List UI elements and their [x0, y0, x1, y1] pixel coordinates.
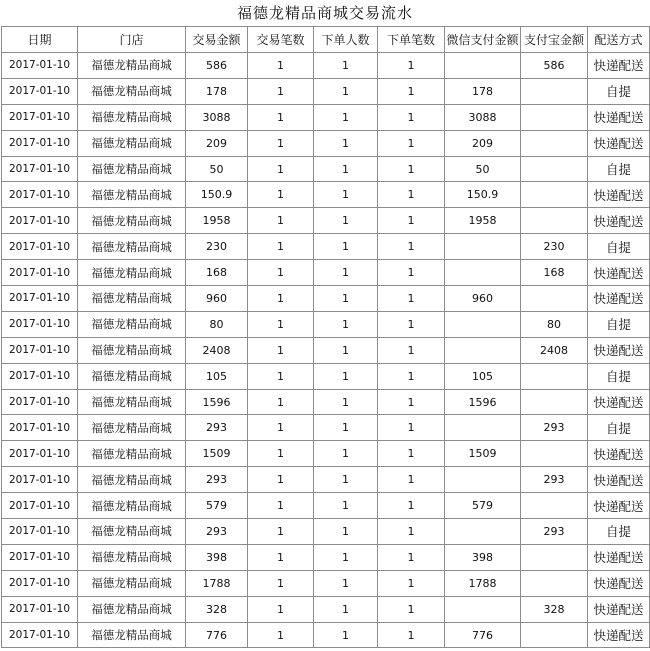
amount-cell[interactable]: 230 — [186, 234, 248, 260]
date-cell[interactable]: 2017-01-10 — [2, 622, 78, 648]
store-cell[interactable]: 福德龙精品商城 — [78, 104, 186, 130]
alipay-amount-cell[interactable] — [521, 493, 588, 519]
amount-cell[interactable]: 209 — [186, 130, 248, 156]
delivery-cell[interactable]: 自提 — [588, 234, 650, 260]
header-transactions[interactable]: 交易笔数 — [248, 27, 314, 53]
orders-cell[interactable]: 1 — [378, 78, 445, 104]
amount-cell[interactable]: 168 — [186, 260, 248, 286]
table-body — [2, 53, 650, 648]
alipay-amount-cell[interactable]: 293 — [521, 519, 588, 545]
wechat-amount-cell[interactable]: 1509 — [445, 441, 521, 467]
amount-cell[interactable]: 3088 — [186, 104, 248, 130]
table-row — [2, 622, 650, 648]
date-cell[interactable]: 2017-01-10 — [2, 389, 78, 415]
transactions-cell[interactable]: 1 — [248, 311, 314, 337]
wechat-amount-cell[interactable] — [445, 311, 521, 337]
transactions-cell[interactable]: 1 — [248, 467, 314, 493]
alipay-amount-cell[interactable]: 80 — [521, 311, 588, 337]
transactions-cell[interactable]: 1 — [248, 596, 314, 622]
sheet-title: 福德龙精品商城交易流水 — [236, 4, 413, 22]
date-cell[interactable]: 2017-01-10 — [2, 311, 78, 337]
date-cell[interactable]: 2017-01-10 — [2, 570, 78, 596]
wechat-amount-cell[interactable] — [445, 260, 521, 286]
header-orders[interactable]: 下单笔数 — [378, 27, 445, 53]
delivery-cell[interactable]: 快递配送 — [588, 104, 650, 130]
date-cell[interactable]: 2017-01-10 — [2, 104, 78, 130]
orders-cell[interactable]: 1 — [378, 234, 445, 260]
transactions-cell[interactable]: 1 — [248, 53, 314, 79]
wechat-amount-cell[interactable]: 398 — [445, 544, 521, 570]
amount-cell[interactable]: 776 — [186, 622, 248, 648]
store-cell[interactable]: 福德龙精品商城 — [78, 260, 186, 286]
table-row — [2, 182, 650, 208]
table-row — [2, 156, 650, 182]
table-row — [2, 570, 650, 596]
orders-cell[interactable]: 1 — [378, 493, 445, 519]
store-cell[interactable]: 福德龙精品商城 — [78, 467, 186, 493]
table-row — [2, 415, 650, 441]
alipay-amount-cell[interactable] — [521, 441, 588, 467]
orders-cell[interactable]: 1 — [378, 596, 445, 622]
wechat-amount-cell[interactable]: 579 — [445, 493, 521, 519]
store-cell[interactable]: 福德龙精品商城 — [78, 622, 186, 648]
header-row — [2, 27, 650, 53]
alipay-amount-cell[interactable]: 230 — [521, 234, 588, 260]
orders-cell[interactable]: 1 — [378, 363, 445, 389]
wechat-amount-cell[interactable]: 50 — [445, 156, 521, 182]
wechat-amount-cell[interactable]: 105 — [445, 363, 521, 389]
amount-cell[interactable]: 1509 — [186, 441, 248, 467]
orders-cell[interactable]: 1 — [378, 544, 445, 570]
alipay-amount-cell[interactable]: 328 — [521, 596, 588, 622]
date-cell[interactable]: 2017-01-10 — [2, 415, 78, 441]
delivery-cell[interactable]: 自提 — [588, 78, 650, 104]
store-cell[interactable]: 福德龙精品商城 — [78, 596, 186, 622]
customers-cell[interactable]: 1 — [314, 286, 378, 312]
store-cell[interactable]: 福德龙精品商城 — [78, 519, 186, 545]
alipay-amount-cell[interactable] — [521, 208, 588, 234]
customers-cell[interactable]: 1 — [314, 337, 378, 363]
amount-cell[interactable]: 2408 — [186, 337, 248, 363]
transactions-cell[interactable]: 1 — [248, 260, 314, 286]
alipay-amount-cell[interactable] — [521, 130, 588, 156]
transactions-cell[interactable]: 1 — [248, 182, 314, 208]
date-cell[interactable]: 2017-01-10 — [2, 441, 78, 467]
customers-cell[interactable]: 1 — [314, 519, 378, 545]
transactions-cell[interactable]: 1 — [248, 622, 314, 648]
table-row — [2, 441, 650, 467]
alipay-amount-cell[interactable] — [521, 286, 588, 312]
wechat-amount-cell[interactable]: 209 — [445, 130, 521, 156]
amount-cell[interactable]: 960 — [186, 286, 248, 312]
orders-cell[interactable]: 1 — [378, 622, 445, 648]
date-cell[interactable]: 2017-01-10 — [2, 182, 78, 208]
customers-cell[interactable]: 1 — [314, 208, 378, 234]
customers-cell[interactable]: 1 — [314, 53, 378, 79]
alipay-amount-cell[interactable] — [521, 156, 588, 182]
store-cell[interactable]: 福德龙精品商城 — [78, 363, 186, 389]
table-row — [2, 234, 650, 260]
header-store[interactable]: 门店 — [78, 27, 186, 53]
amount-cell[interactable]: 50 — [186, 156, 248, 182]
date-cell[interactable]: 2017-01-10 — [2, 467, 78, 493]
orders-cell[interactable]: 1 — [378, 570, 445, 596]
customers-cell[interactable]: 1 — [314, 570, 378, 596]
alipay-amount-cell[interactable] — [521, 570, 588, 596]
transactions-cell[interactable]: 1 — [248, 208, 314, 234]
date-cell[interactable]: 2017-01-10 — [2, 260, 78, 286]
orders-cell[interactable]: 1 — [378, 441, 445, 467]
header-wechat-amount[interactable]: 微信支付金额 — [445, 27, 521, 53]
alipay-amount-cell[interactable]: 168 — [521, 260, 588, 286]
transactions-cell[interactable]: 1 — [248, 570, 314, 596]
orders-cell[interactable]: 1 — [378, 156, 445, 182]
amount-cell[interactable]: 328 — [186, 596, 248, 622]
customers-cell[interactable]: 1 — [314, 389, 378, 415]
table-row — [2, 260, 650, 286]
date-cell[interactable]: 2017-01-10 — [2, 234, 78, 260]
table-row — [2, 286, 650, 312]
amount-cell[interactable]: 150.9 — [186, 182, 248, 208]
amount-cell[interactable]: 105 — [186, 363, 248, 389]
delivery-cell[interactable]: 快递配送 — [588, 389, 650, 415]
spreadsheet — [1, 0, 649, 648]
amount-cell[interactable]: 1958 — [186, 208, 248, 234]
delivery-cell[interactable]: 自提 — [588, 363, 650, 389]
delivery-cell[interactable]: 快递配送 — [588, 441, 650, 467]
orders-cell[interactable]: 1 — [378, 208, 445, 234]
customers-cell[interactable]: 1 — [314, 78, 378, 104]
store-cell[interactable]: 福德龙精品商城 — [78, 337, 186, 363]
orders-cell[interactable]: 1 — [378, 389, 445, 415]
wechat-amount-cell[interactable]: 1958 — [445, 208, 521, 234]
customers-cell[interactable]: 1 — [314, 363, 378, 389]
alipay-amount-cell[interactable] — [521, 389, 588, 415]
amount-cell[interactable]: 80 — [186, 311, 248, 337]
date-cell[interactable]: 2017-01-10 — [2, 156, 78, 182]
date-cell[interactable]: 2017-01-10 — [2, 130, 78, 156]
table-row — [2, 467, 650, 493]
date-cell[interactable]: 2017-01-10 — [2, 208, 78, 234]
table-row — [2, 208, 650, 234]
alipay-amount-cell[interactable] — [521, 78, 588, 104]
transactions-cell[interactable]: 1 — [248, 363, 314, 389]
delivery-cell[interactable]: 自提 — [588, 415, 650, 441]
transactions-cell[interactable]: 1 — [248, 130, 314, 156]
alipay-amount-cell[interactable] — [521, 182, 588, 208]
orders-cell[interactable]: 1 — [378, 286, 445, 312]
delivery-cell[interactable]: 快递配送 — [588, 260, 650, 286]
wechat-amount-cell[interactable] — [445, 519, 521, 545]
transactions-cell[interactable]: 1 — [248, 544, 314, 570]
table-row — [2, 53, 650, 79]
delivery-cell[interactable]: 快递配送 — [588, 493, 650, 519]
customers-cell[interactable]: 1 — [314, 622, 378, 648]
customers-cell[interactable]: 1 — [314, 415, 378, 441]
transactions-cell[interactable]: 1 — [248, 415, 314, 441]
orders-cell[interactable]: 1 — [378, 519, 445, 545]
store-cell[interactable]: 福德龙精品商城 — [78, 234, 186, 260]
alipay-amount-cell[interactable]: 586 — [521, 53, 588, 79]
delivery-cell[interactable]: 快递配送 — [588, 622, 650, 648]
customers-cell[interactable]: 1 — [314, 441, 378, 467]
header-alipay-amount[interactable]: 支付宝金额 — [521, 27, 588, 53]
transactions-cell[interactable]: 1 — [248, 234, 314, 260]
amount-cell[interactable]: 586 — [186, 53, 248, 79]
header-customers[interactable]: 下单人数 — [314, 27, 378, 53]
alipay-amount-cell[interactable]: 293 — [521, 467, 588, 493]
delivery-cell[interactable]: 快递配送 — [588, 130, 650, 156]
customers-cell[interactable]: 1 — [314, 130, 378, 156]
table-row — [2, 311, 650, 337]
orders-cell[interactable]: 1 — [378, 415, 445, 441]
alipay-amount-cell[interactable] — [521, 363, 588, 389]
alipay-amount-cell[interactable] — [521, 104, 588, 130]
date-cell[interactable]: 2017-01-10 — [2, 78, 78, 104]
table-row — [2, 337, 650, 363]
wechat-amount-cell[interactable]: 3088 — [445, 104, 521, 130]
customers-cell[interactable]: 1 — [314, 104, 378, 130]
delivery-cell[interactable]: 自提 — [588, 519, 650, 545]
customers-cell[interactable]: 1 — [314, 156, 378, 182]
store-cell[interactable]: 福德龙精品商城 — [78, 311, 186, 337]
table-row — [2, 389, 650, 415]
delivery-cell[interactable]: 快递配送 — [588, 570, 650, 596]
wechat-amount-cell[interactable] — [445, 234, 521, 260]
wechat-amount-cell[interactable] — [445, 467, 521, 493]
amount-cell[interactable]: 398 — [186, 544, 248, 570]
table-row — [2, 104, 650, 130]
date-cell[interactable]: 2017-01-10 — [2, 493, 78, 519]
table-row — [2, 493, 650, 519]
store-cell[interactable]: 福德龙精品商城 — [78, 208, 186, 234]
table-row — [2, 544, 650, 570]
store-cell[interactable]: 福德龙精品商城 — [78, 130, 186, 156]
customers-cell[interactable]: 1 — [314, 596, 378, 622]
amount-cell[interactable]: 293 — [186, 415, 248, 441]
delivery-cell[interactable]: 快递配送 — [588, 53, 650, 79]
table-row — [2, 363, 650, 389]
transactions-cell[interactable]: 1 — [248, 104, 314, 130]
orders-cell[interactable]: 1 — [378, 467, 445, 493]
transaction-table — [1, 26, 650, 648]
customers-cell[interactable]: 1 — [314, 493, 378, 519]
transactions-cell[interactable]: 1 — [248, 441, 314, 467]
delivery-cell[interactable]: 快递配送 — [588, 337, 650, 363]
wechat-amount-cell[interactable] — [445, 415, 521, 441]
alipay-amount-cell[interactable]: 293 — [521, 415, 588, 441]
delivery-cell[interactable]: 自提 — [588, 311, 650, 337]
amount-cell[interactable]: 293 — [186, 519, 248, 545]
table-row — [2, 519, 650, 545]
alipay-amount-cell[interactable] — [521, 544, 588, 570]
store-cell[interactable]: 福德龙精品商城 — [78, 441, 186, 467]
wechat-amount-cell[interactable]: 776 — [445, 622, 521, 648]
customers-cell[interactable]: 1 — [314, 234, 378, 260]
date-cell[interactable]: 2017-01-10 — [2, 519, 78, 545]
store-cell[interactable]: 福德龙精品商城 — [78, 415, 186, 441]
date-cell[interactable]: 2017-01-10 — [2, 337, 78, 363]
header-amount[interactable]: 交易金额 — [186, 27, 248, 53]
amount-cell[interactable]: 1788 — [186, 570, 248, 596]
wechat-amount-cell[interactable]: 178 — [445, 78, 521, 104]
delivery-cell[interactable]: 快递配送 — [588, 596, 650, 622]
store-cell[interactable]: 福德龙精品商城 — [78, 544, 186, 570]
amount-cell[interactable]: 579 — [186, 493, 248, 519]
delivery-cell[interactable]: 快递配送 — [588, 182, 650, 208]
table-row — [2, 596, 650, 622]
delivery-cell[interactable]: 快递配送 — [588, 544, 650, 570]
wechat-amount-cell[interactable] — [445, 337, 521, 363]
delivery-cell[interactable]: 快递配送 — [588, 467, 650, 493]
delivery-cell[interactable]: 快递配送 — [588, 208, 650, 234]
store-cell[interactable]: 福德龙精品商城 — [78, 389, 186, 415]
table-row — [2, 78, 650, 104]
transactions-cell[interactable]: 1 — [248, 156, 314, 182]
wechat-amount-cell[interactable] — [445, 596, 521, 622]
wechat-amount-cell[interactable]: 150.9 — [445, 182, 521, 208]
orders-cell[interactable]: 1 — [378, 53, 445, 79]
orders-cell[interactable]: 1 — [378, 182, 445, 208]
date-cell[interactable]: 2017-01-10 — [2, 596, 78, 622]
amount-cell[interactable]: 293 — [186, 467, 248, 493]
amount-cell[interactable]: 1596 — [186, 389, 248, 415]
wechat-amount-cell[interactable]: 960 — [445, 286, 521, 312]
delivery-cell[interactable]: 快递配送 — [588, 286, 650, 312]
date-cell[interactable]: 2017-01-10 — [2, 286, 78, 312]
transactions-cell[interactable]: 1 — [248, 286, 314, 312]
orders-cell[interactable]: 1 — [378, 104, 445, 130]
customers-cell[interactable]: 1 — [314, 311, 378, 337]
alipay-amount-cell[interactable]: 2408 — [521, 337, 588, 363]
orders-cell[interactable]: 1 — [378, 337, 445, 363]
customers-cell[interactable]: 1 — [314, 260, 378, 286]
wechat-amount-cell[interactable]: 1596 — [445, 389, 521, 415]
table-row — [2, 130, 650, 156]
transactions-cell[interactable]: 1 — [248, 78, 314, 104]
orders-cell[interactable]: 1 — [378, 311, 445, 337]
customers-cell[interactable]: 1 — [314, 467, 378, 493]
header-delivery[interactable]: 配送方式 — [588, 27, 650, 53]
wechat-amount-cell[interactable] — [445, 53, 521, 79]
store-cell[interactable]: 福德龙精品商城 — [78, 53, 186, 79]
transactions-cell[interactable]: 1 — [248, 519, 314, 545]
delivery-cell[interactable]: 自提 — [588, 156, 650, 182]
store-cell[interactable]: 福德龙精品商城 — [78, 156, 186, 182]
store-cell[interactable]: 福德龙精品商城 — [78, 286, 186, 312]
date-cell[interactable]: 2017-01-10 — [2, 363, 78, 389]
customers-cell[interactable]: 1 — [314, 544, 378, 570]
alipay-amount-cell[interactable] — [521, 622, 588, 648]
customers-cell[interactable]: 1 — [314, 182, 378, 208]
date-cell[interactable]: 2017-01-10 — [2, 53, 78, 79]
orders-cell[interactable]: 1 — [378, 260, 445, 286]
date-cell[interactable]: 2017-01-10 — [2, 544, 78, 570]
store-cell[interactable]: 福德龙精品商城 — [78, 182, 186, 208]
amount-cell[interactable]: 178 — [186, 78, 248, 104]
header-date[interactable]: 日期 — [2, 27, 78, 53]
wechat-amount-cell[interactable]: 1788 — [445, 570, 521, 596]
store-cell[interactable]: 福德龙精品商城 — [78, 493, 186, 519]
transactions-cell[interactable]: 1 — [248, 493, 314, 519]
store-cell[interactable]: 福德龙精品商城 — [78, 78, 186, 104]
transactions-cell[interactable]: 1 — [248, 337, 314, 363]
orders-cell[interactable]: 1 — [378, 130, 445, 156]
transactions-cell[interactable]: 1 — [248, 389, 314, 415]
store-cell[interactable]: 福德龙精品商城 — [78, 570, 186, 596]
